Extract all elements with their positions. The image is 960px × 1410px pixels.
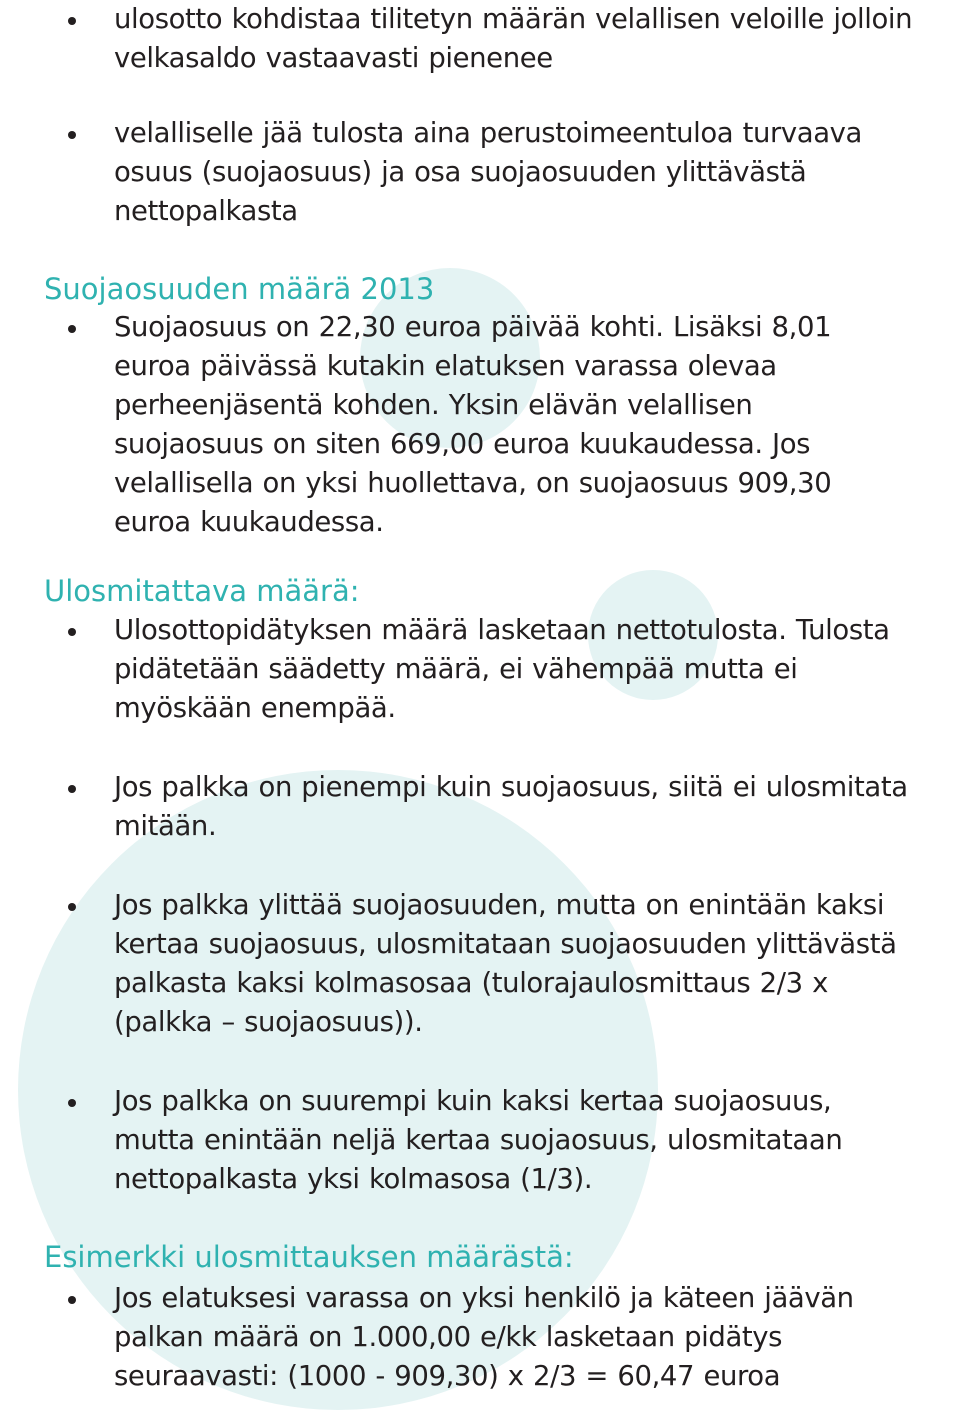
list-item: Suojaosuus on 22,30 euroa päivää kohti. Lisäksi 8,01 euroa päivässä kutakin elatuksen varassa olevaa perheenjäsentä kohden. Yksin elävän velallisen suojaosuus on siten 669,00 euroa kuukaudessa. Jos velallisella on yksi huollettava, on suojaosuus 909,30 euroa kuukaudessa. [114,311,832,538]
bullet-icon [68,131,76,139]
bullet-icon [68,17,76,25]
bullet-icon [68,325,76,333]
list-item: Jos palkka on suurempi kuin kaksi kertaa suojaosuus, mutta enintään neljä kertaa suojaosuus, ulosmitataan nettopalkasta yksi kolmasosa (1/3). [114,1085,843,1195]
list-item: Ulosottopidätyksen määrä lasketaan nettotulosta. Tulosta pidätetään säädetty määrä, ei vähempää mutta ei myöskään enempää. [114,614,890,724]
bullet-icon [68,903,76,911]
section-heading: Ulosmitattava määrä: [44,574,360,608]
list-item: Jos palkka ylittää suojaosuuden, mutta on enintään kaksi kertaa suojaosuus, ulosmitataan suojaosuuden ylittävästä palkasta kaksi kolmasosaa (tulorajaulosmittaus 2/3 x (palkka – suojaosuus)). [114,889,897,1038]
bullet-icon [68,628,76,636]
section-heading: Suojaosuuden määrä 2013 [44,272,435,306]
bullet-icon [68,1099,76,1107]
list-item: ulosotto kohdistaa tilitetyn määrän velallisen veloille jolloin velkasaldo vastaavasti pienenee [114,3,913,74]
section-heading: Esimerkki ulosmittauksen määrästä: [44,1240,574,1274]
bullet-icon [68,1296,76,1304]
list-item: Jos palkka on pienempi kuin suojaosuus, siitä ei ulosmitata mitään. [114,771,908,842]
list-item: velalliselle jää tulosta aina perustoimeentuloa turvaava osuus (suojaosuus) ja osa suojaosuuden ylittävästä nettopalkasta [114,117,863,227]
list-item: Jos elatuksesi varassa on yksi henkilö ja käteen jäävän palkan määrä on 1.000,00 e/kk lasketaan pidätys seuraavasti: (1000 - 909,30) x 2/3 = 60,47 euroa [114,1282,854,1392]
bullet-icon [68,785,76,793]
